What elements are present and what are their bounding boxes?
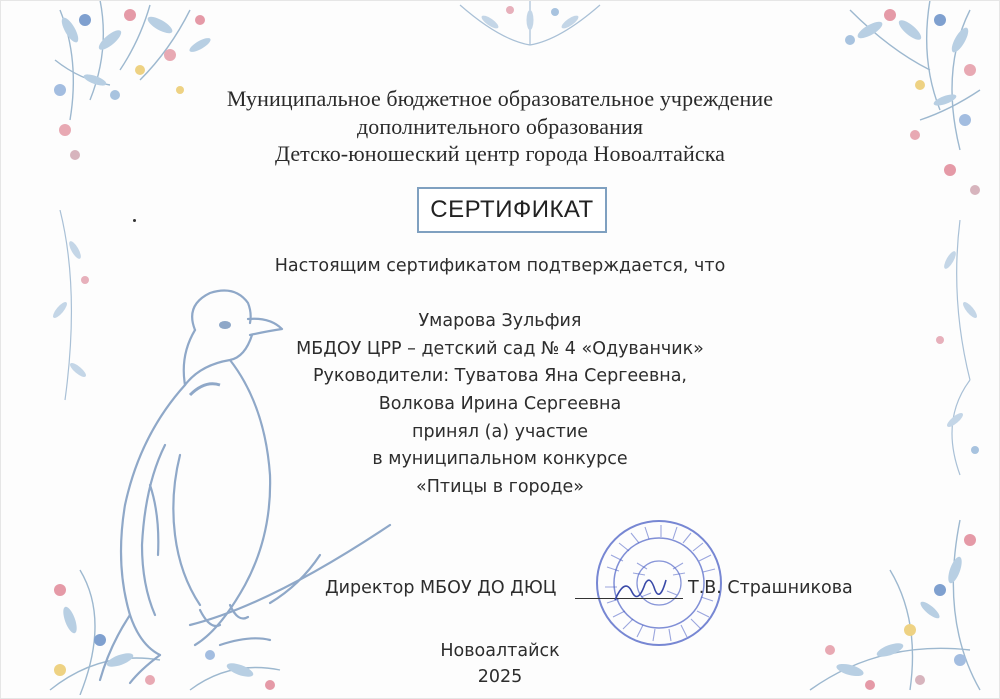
institution-name: МБДОУ ЦРР – детский сад № 4 «Одуванчик» [296, 339, 704, 359]
footer-year: 2025 [477, 667, 523, 687]
contest-line: в муниципальном конкурсе [372, 449, 628, 469]
floral-top-center [440, 0, 620, 80]
leaders-line-1: Руководители: Туватова Яна Сергеевна, [313, 366, 687, 386]
contest-name: «Птицы в городе» [416, 477, 584, 497]
header-line-2: дополнительного образования [356, 114, 644, 139]
participation-text: принял (а) участие [412, 422, 588, 442]
participant-name: Умарова Зульфия [418, 311, 582, 331]
director-position: Директор МБОУ ДО ДЮЦ [325, 578, 557, 598]
footer-city: Новоалтайск [440, 641, 560, 661]
signature-line [575, 598, 683, 599]
header-line-1: Муниципальное бюджетное образовательное учреждение [226, 86, 774, 111]
director-name: Т.В. Страшникова [688, 578, 853, 598]
scan-speck [133, 219, 136, 222]
leaders-line-2: Волкова Ирина Сергеевна [378, 394, 622, 414]
certificate-title: СЕРТИФИКАТ [417, 187, 607, 233]
header-line-3: Детско-юношеский центр города Новоалтайска [274, 141, 726, 166]
intro-text: Настоящим сертификатом подтверждается, что [274, 256, 726, 276]
